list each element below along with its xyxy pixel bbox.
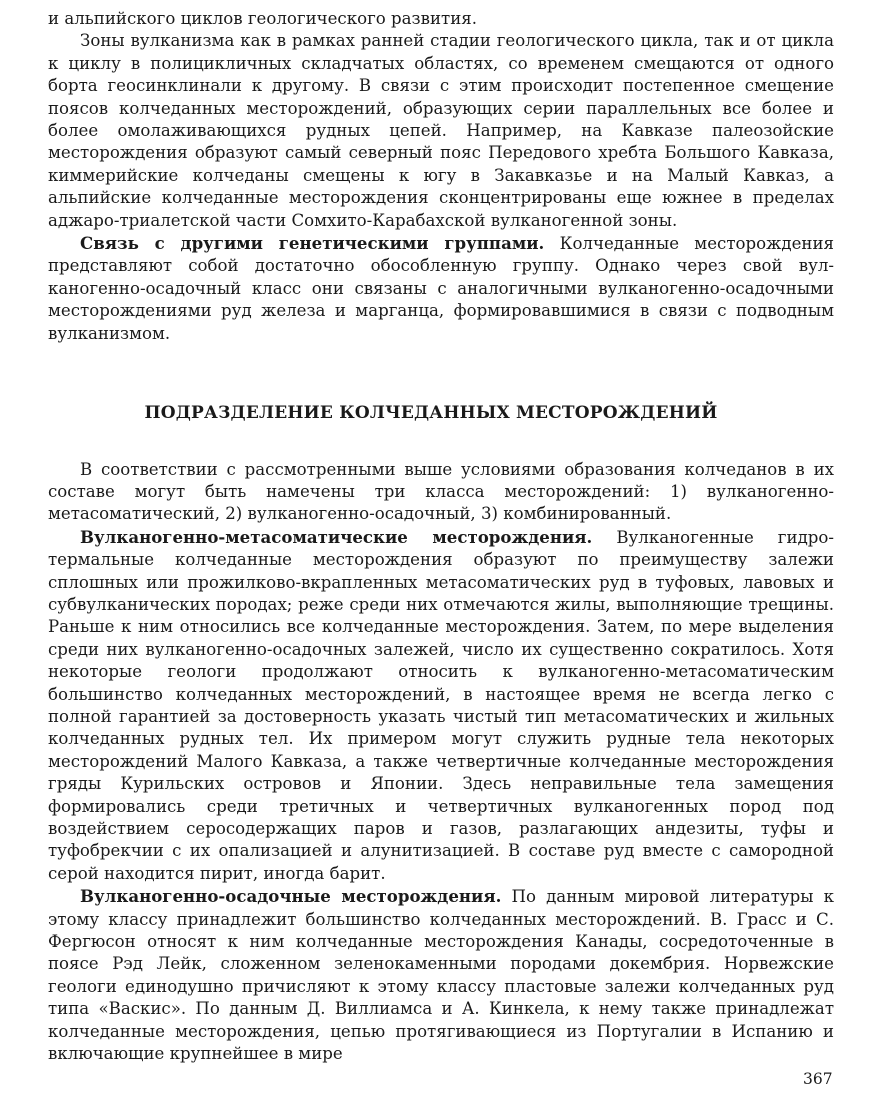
paragraph-sedimentary-body: По данным мировой литературы к этому классу принадлежит большинство колчеданных месторождений. В. Грасс и С. Фергюсон относят к ним колчеданные месторождения Канады, сосредоточенные в поясе Рэд Лейк, сложенном зеленокаменными породами докембрия. Норвежские геологи единодушно причисляют к этому классу пластовые залежи колчеданных руд типа «Васкис». По данным Д. Виллиамса и А. Кинкела, к нему также принадлежат колчеданные месторождения, цепью протягивающиеся из Португалии в Испанию и включающие крупнейшее в мире	[48, 887, 834, 1064]
continuation-text: и альпийского циклов геологического развития.	[48, 9, 477, 28]
paragraph-volcanism-zones: Зоны вулканизма как в рамках ранней стадии геологического цикла, так и от цикла к циклу в полицикличных складчатых областях, со временем смещаются от одного борта геосинклинали к другому. В связи с этим происходит постепенное смещение поясов колчеданных месторождений, образующих серии параллельных все более и более омолаживающихся рудных цепей. Например, на Кавказе палеозойские месторождения образуют самый северный пояс Передового хребта Большого Кавказа, киммерийские колчеданы смещены к югу в Закавказье и на Малый Кавказ, а альпийские колчеданные месторождения сконцентрированы еще южнее в пределах аджаро-триалетской части Сомхито-Карабахской вулканогенной зоны.	[48, 31, 834, 230]
run-in-heading-sedimentary: Вулканогенно-осадочные месторождения.	[80, 886, 502, 907]
run-in-heading-metasomatic: Вулканогенно-метасоматические месторождения.	[80, 526, 593, 547]
paragraph-metasomatic-body: Вулканогенные гидротермальные колчеданные месторождения образуют по преимуществу залежи сплошных или прожилково-вкрапленных метасоматических руд в туфовых, лавовых и субвулканических породах; реже среди них отмечаются жилы, выполняющие трещины. Раньше к ним относились все колчеданные месторождения. Затем, по мере выделения среди них вулканогенно-осадочных залежей, число их существенно сократилось. Хотя некоторые геологи продолжают относить к вулканогенно-метасоматическим большинство колчеданных месторождений, в настоящее время не всегда легко с полной гарантией за достоверность указать чистый тип метасоматических и жильных колчеданных рудных тел. Их примером могут служить рудные тела некоторых месторождений Малого Кавказа, а также четвертичные колчеданные месторождения гряды Курильских островов и Японии. Здесь неправильные тела замещения формировались среди третичных и четвертичных вулканогенных пород под воздействием серосодержащих паров и газов, разлагающих андезиты, туфы и туфобрекчии с их опализацией и алунитизацией. В составе руд вместе с самородной серой находится пирит, иногда барит.	[48, 527, 835, 883]
section-heading: ПОДРАЗДЕЛЕНИЕ КОЛЧЕДАННЫХ МЕСТОРОЖДЕНИЙ	[144, 403, 718, 424]
paragraph-genetic-links-body: Колчеданные месторождения представляют собой достаточно обособленную группу. Однако через свой вулканогенно-осадочный класс они связаны с аналогичными вулканогенно-осадочными месторождениями руд железа и марганца, формировавшимися в связи с подводным вулканизмом.	[48, 234, 834, 343]
book-page	[48, 8, 834, 1065]
paragraph-metasomatic	[48, 526, 834, 886]
paragraph-genetic-links	[48, 232, 834, 345]
run-in-heading-genetic-links: Связь с другими генетическими группами.	[80, 233, 545, 254]
paragraph-sedimentary	[48, 885, 834, 1065]
page-number: 367	[803, 1070, 833, 1088]
paragraph-three-classes: В соответствии с рассмотренными выше условиями образования колчеданов в их составе могут быть намечены три класса месторождений: 1) вулканогенно-метасоматический, 2) вулканогенно-осадочный, 3) комбинированный.	[48, 459, 834, 524]
